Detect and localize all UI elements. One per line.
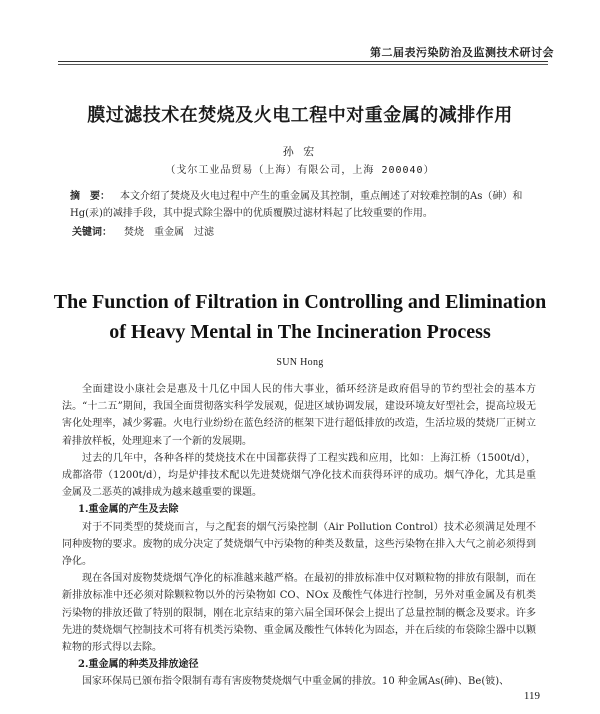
abstract-text: 本文介绍了焚烧及火电过程中产生的重金属及其控制，重点阐述了对较难控制的As（砷）和Hg(汞)的减排手段，其中提式除尘器中的优质覆膜过滤材料起了比较重要的作用。 (70, 191, 523, 219)
english-author: SUN Hong (276, 357, 324, 368)
chinese-affiliation: （戈尔工业品贸易（上海）有限公司，上海 200040） (165, 165, 435, 176)
keywords-text: 焚烧 重金属 过滤 (124, 227, 214, 238)
body-paragraph-1: 全面建设小康社会是惠及十几亿中国人民的伟大事业，循环经济是政府倡导的节约型社会的基本方法。“十二五”期间，我国全面贯彻落实科学发展观，促进区域协调发展，建设环境友好型社会，提高垃圾无害化处理率，减少雾霾。火电行业纷纷在蓝色经济的框架下进行超低排放的改造，生活垃圾的焚烧厂正树立着排放样板，处理迎来了一个新的发展期。 (62, 384, 536, 447)
body-text (62, 381, 536, 691)
body-paragraph-3: 对于不同类型的焚烧而言，与之配套的烟气污染控制（Air Pollution Control）技术必须满足处理不同种废物的要求。废物的成分决定了焚烧烟气中污染物的种类及数量，这些污染物在排入大气之前必须得到净化。 (62, 521, 536, 568)
english-title-line-1: The Function of Filtration in Controlling and Elimination (53, 291, 547, 313)
body-paragraph-4: 现在各国对废物焚烧烟气净化的标准越来越严格。在最初的排放标准中仅对颗粒物的排放有限制，而在新排放标准中还必须对除颗粒物以外的污染物如 CO、NOx 及酸性气体进行控制，另外对重金属及有机类污染物的排放还做了特别的限制，刚在北京结束的第六届全国环保会上提出了总量控制的概念及要求。许多先进的焚烧烟气控制技术可将有机类污染物、重金属及酸性气体转化为固态，并在后续的布袋除尘器中以颗粒物的形式得以去除。 (62, 573, 536, 654)
section-heading-1: 1.重金属的产生及去除 (78, 504, 179, 516)
keywords-label: 关键词： (72, 227, 112, 238)
page-number: 119 (523, 690, 540, 702)
english-title-line-2: of Heavy Mental in The Incineration Process (109, 321, 491, 343)
chinese-author: 孙 宏 (282, 145, 318, 158)
abstract-label: 摘 要： (70, 191, 110, 202)
english-title (0, 287, 600, 347)
body-paragraph-2: 过去的几年中，各种各样的焚烧技术在中国都获得了工程实践和应用，比如：上海江桥（1500t/d），成都洛带（1200t/d），均是炉排技术配以先进焚烧烟气净化技术而获得环评的成功。烟气净化，尤其是重金属及二恶英的减排成为越来越重要的课题。 (62, 452, 536, 499)
header-rule (58, 61, 548, 65)
body-paragraph-5: 国家环保局已颁布指令限制有毒有害废物焚烧烟气中重金属的排放。10 种金属As(砷)、Be(铍)、 (82, 676, 510, 688)
running-header: 第二届表污染防治及监测技术研讨会 (370, 46, 554, 59)
abstract (70, 188, 532, 222)
section-heading-2: 2.重金属的种类及排放途径 (78, 659, 199, 671)
chinese-title: 膜过滤技术在焚烧及火电工程中对重金属的减排作用 (87, 105, 513, 126)
keywords (72, 224, 532, 241)
